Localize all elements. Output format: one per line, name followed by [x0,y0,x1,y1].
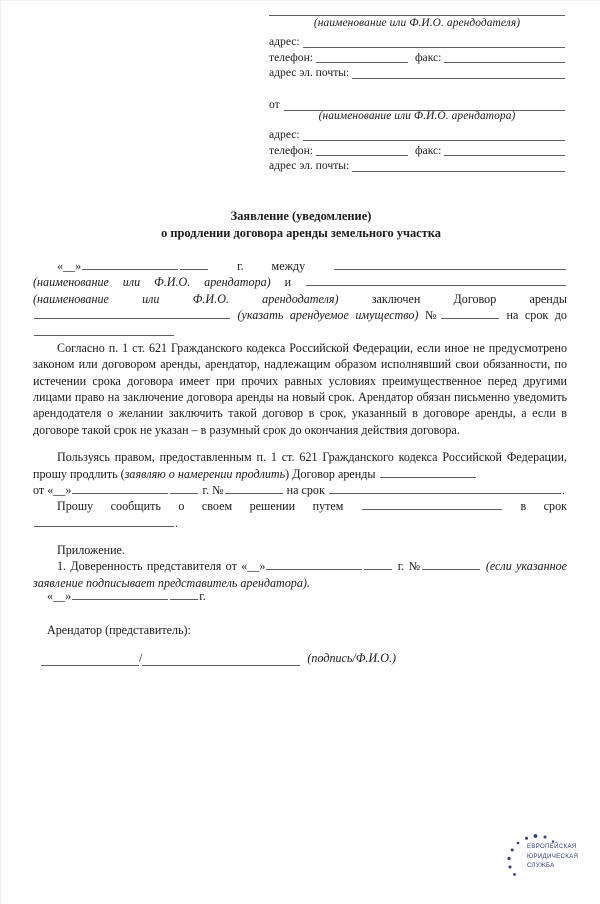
intro-lessor-name-blank[interactable] [306,275,566,286]
notify-text-a: Прошу сообщить о своем решении путем [57,499,344,514]
request-term-blank[interactable] [329,483,561,494]
signature-caption: (подпись/Ф.И.О.) [307,651,397,665]
attachment-number-label: г. № [397,559,422,574]
lessee-email-input[interactable] [352,160,565,172]
intro-lessor-caption: (наименование или Ф.И.О. арендодателя) [33,291,339,306]
notify-paragraph [33,498,567,531]
signature-line-row [41,651,396,666]
attachment-month-blank[interactable] [266,559,362,570]
notify-period: . [175,515,179,530]
lessor-phone-label: телефон: [269,50,314,64]
intro-month-blank[interactable] [82,259,178,270]
attachment-item-1 [33,558,567,591]
signature-blank[interactable] [41,653,139,666]
lessor-phone-fax-row [269,51,565,63]
page-title [31,208,571,241]
lessor-email-row [269,67,565,79]
request-year-blank[interactable] [170,483,198,494]
intro-property-caption: (указать арендуемое имущество) [237,308,419,323]
lessor-fax-input[interactable] [444,51,565,63]
logo-line-1: ЕВРОПЕЙСКАЯ [527,843,577,850]
header-addressee-blocks [269,15,565,174]
signature-date-quotes: «__» [47,589,72,603]
lessee-from-row [269,98,565,111]
lessee-fax-label: факс: [415,143,442,157]
lessor-name-blank[interactable] [269,15,565,16]
title-line-2: о продлении договора аренды земельного участка [161,225,441,240]
request-month-blank[interactable] [72,483,168,494]
intro-day-quotes: «__» [57,259,82,273]
request-text-italic: заявляю о намерении продлить [124,466,286,481]
company-logo [499,833,595,887]
title-line-1: Заявление (уведомление) [230,209,372,223]
intro-number-blank[interactable] [441,308,499,319]
attachment-year-blank[interactable] [364,559,392,570]
attachment-caption: (если указанное заявление подписывает представитель арендатора). [33,559,568,590]
logo-line-3: СЛУЖБА [527,862,555,870]
signature-date-row [47,589,206,604]
lessee-phone-input[interactable] [316,144,408,156]
signer-label: Арендатор (представитель): [47,623,191,637]
signature-slash: / [139,651,143,665]
lessor-email-input[interactable] [352,67,565,79]
lessor-fax-label: факс: [415,50,442,64]
intro-number-label: № [424,308,440,323]
intro-paragraph [33,258,567,340]
request-number-blank[interactable] [225,483,283,494]
document-body [33,258,567,591]
notify-method-blank[interactable] [362,499,502,510]
legal-paragraph: Согласно п. 1 ст. 621 Гражданского кодекса Российской Федерации, если иное не предусмотрено законом или договором аренды, арендатор, надлежащим образом исполнявший свои обязанности, по истечении срока договора имеет при прочих равных условиях преимущественное перед другими лицами право на заключение договора аренды на новый срок. Арендатор обязан письменно уведомить арендодателя о желании заключить такой договор в срок, указанный в договоре аренды, а если в договоре такой срок не указан – в разумный срок до окончания действия договора. [33,340,567,437]
signature-year-label: г. [199,589,206,603]
request-text-a: Пользуясь правом, предоставленным п. 1 ст. 621 Гражданского кодекса Российской Федерации, прошу продлить ( [33,450,567,481]
lessee-block [269,98,565,172]
logo-text [527,842,578,871]
lessee-email-row [269,160,565,172]
signature-month-blank[interactable] [72,589,168,600]
lessor-address-label: адрес: [269,35,300,49]
intro-term-label: на срок до [506,308,567,323]
notify-text-b: в срок [520,499,567,514]
lessor-block [269,15,565,79]
lessee-phone-label: телефон: [269,143,314,157]
lessee-address-label: адрес: [269,128,300,142]
attachment-number-blank[interactable] [422,559,480,570]
lessee-phone-fax-row [269,144,565,156]
attachment-text-a: 1. Доверенность представителя от «__» [57,559,266,574]
intro-lessee-caption: (наименование или Ф.И.О. арендатора) [33,275,271,290]
request-term-label: на срок [286,482,325,497]
lessor-caption: (наименование или Ф.И.О. арендодателя) [313,17,521,29]
fullname-blank[interactable] [142,653,300,666]
lessee-name-input[interactable] [284,98,565,111]
from-label: от [269,98,280,112]
lessee-address-row [269,129,565,141]
request-period: . [561,482,565,497]
lessor-email-label: адрес эл. почты: [269,66,350,80]
intro-property-blank[interactable] [34,308,230,319]
request-date-line [33,482,567,498]
request-date-prefix: от «__» [33,482,72,497]
attachment-heading: Приложение. [57,543,125,557]
lessor-address-row [269,36,565,48]
lessee-address-input[interactable] [303,129,565,141]
request-contract-blank[interactable] [380,467,476,478]
intro-lessee-name-blank[interactable] [334,259,566,270]
request-paragraph [33,449,567,482]
lessee-caption: (наименование или Ф.И.О. арендатора) [318,109,516,122]
lessee-fax-input[interactable] [444,144,565,156]
intro-and-label: и [284,275,292,290]
request-number-label: г. № [202,482,224,497]
request-text-b: ) Договор аренды [285,466,376,481]
notify-deadline-blank[interactable] [34,516,174,527]
lessor-address-input[interactable] [303,36,565,48]
lessee-email-label: адрес эл. почты: [269,159,350,173]
intro-contract-label: заключен Договор аренды [371,291,567,306]
signature-year-blank[interactable] [170,589,198,600]
logo-line-2: ЮРИДИЧЕСКАЯ [527,852,579,860]
intro-term-blank[interactable] [34,325,174,336]
intro-between-label: г. между [237,259,306,273]
intro-year-blank[interactable] [180,259,208,270]
lessor-phone-input[interactable] [316,51,408,63]
